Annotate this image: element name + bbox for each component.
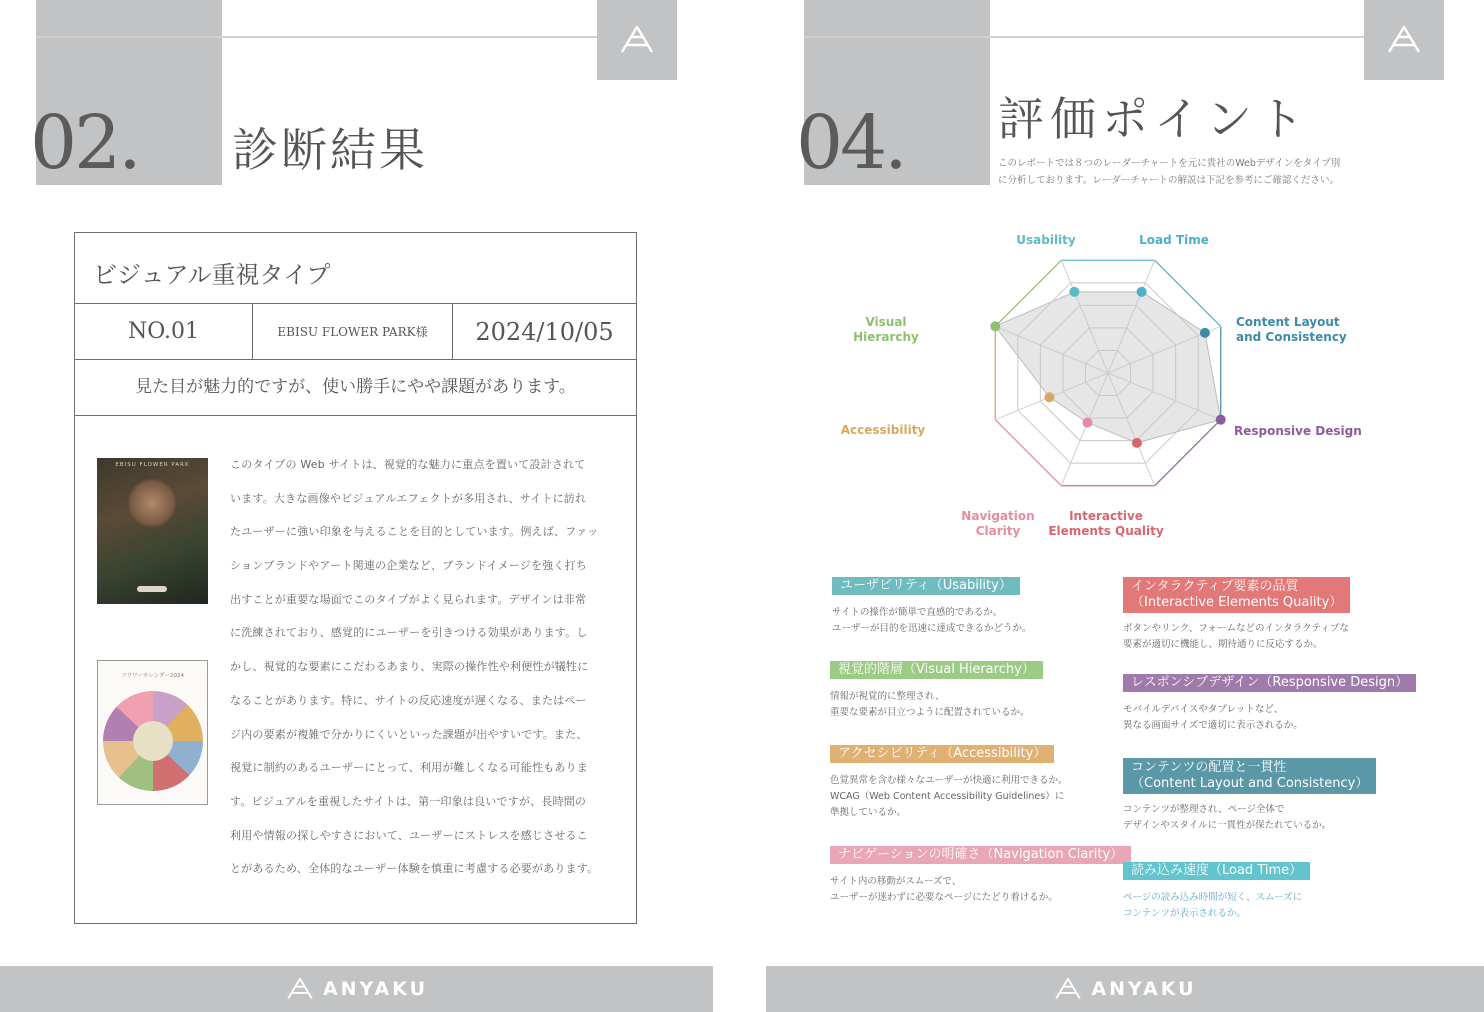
description-text: モバイルデバイスやタブレットなど、 異なる画面サイズで適切に表示されるか。: [1123, 704, 1303, 731]
result-summary: 見た目が魅力的ですが、使い勝手にやや課題があります。: [135, 377, 576, 397]
radar-spoke: [1108, 373, 1155, 486]
radar-axis-label: Navigation Clarity: [961, 509, 1035, 538]
radar-axis-label: Accessibility: [840, 423, 926, 437]
description-title: ユーザビリティ（Usability）: [832, 577, 1020, 595]
logo-badge: [1364, 0, 1444, 80]
anyaku-logo-icon: [1053, 977, 1083, 1001]
description-line: ションブランドやアート関連の企業など、ブランドイメージを強く打ち: [230, 559, 587, 573]
radar-data-point: [1069, 287, 1079, 297]
result-type: ビジュアル重視タイプ: [93, 261, 331, 289]
description-title: ナビゲーションの明確さ（Navigation Clarity）: [830, 846, 1131, 864]
description-line: なることがあります。特に、サイトの反応速度が遅くなる、またはペー: [230, 693, 587, 707]
anyaku-logo-icon: [1385, 25, 1423, 55]
header-rule: [804, 36, 1366, 38]
anyaku-logo-icon: [618, 25, 656, 55]
report-date: 2024/10/05: [475, 317, 614, 346]
description-title: アクセシビリティ（Accessibility）: [830, 745, 1054, 763]
description-line: かし、視覚的な要素にこだわるあまり、実際の操作性や利便性が犠牲に: [230, 660, 589, 674]
description-line: います。大きな画像やビジュアルエフェクトが多用され、サイトに訪れ: [230, 491, 587, 505]
radar-outer-edge: [1155, 260, 1221, 326]
right-page: [766, 0, 1484, 1012]
intro-text: [998, 155, 1340, 189]
radar-axis-label: Content Layout and Consistency: [1236, 315, 1347, 344]
intro-line: に分析しております。レーダーチャートの解説は下記を参考にご確認ください。: [998, 175, 1339, 186]
client-name: EBISU FLOWER PARK様: [253, 304, 453, 359]
description-title: インタラクティブ要素の品質 （Interactive Elements Quality）: [1123, 577, 1350, 613]
result-description: [230, 448, 625, 886]
description-title: コンテンツの配置と一貫性 （Content Layout and Consistency）: [1123, 758, 1376, 794]
calendar-wheel: [103, 691, 203, 791]
radar-outer-edge: [995, 420, 1061, 486]
description-text: ページの読み込み時間が短く、スムーズに コンテンツが表示されるか。: [1123, 892, 1303, 919]
page-title: 診断結果: [232, 123, 428, 177]
radar-spoke: [1108, 326, 1221, 373]
summary-row: [75, 360, 636, 416]
radar-spoke: [1061, 373, 1108, 486]
calendar-wheel-center: [133, 721, 173, 761]
radar-spoke: [1108, 260, 1155, 373]
radar-spoke: [995, 326, 1108, 373]
description-line: に洗練されており、感覚的にユーザーを引きつける効果があります。し: [230, 626, 588, 640]
description-line: このタイプの Web サイトは、視覚的な魅力に重点を置いて設計されて: [230, 458, 586, 471]
page-title: 評価ポイント: [998, 92, 1310, 146]
logo-badge: [597, 0, 677, 80]
thumbnail-button: [137, 586, 167, 592]
radar-data-point: [1082, 418, 1092, 428]
description-text: ボタンやリンク、フォームなどのインタラクティブな 要素が適切に機能し、期待通りに反応するか。: [1123, 623, 1349, 650]
radar-grid-ring: [1018, 283, 1198, 463]
description-line: 利用や情報の探しやすさにおいて、ユーザーにストレスを感じさせるこ: [230, 828, 588, 842]
description-line: 出すことが重要な場面でこのタイプがよく見られます。デザインは非常: [230, 592, 587, 606]
footer-bar: [766, 966, 1484, 1012]
radar-axis-label: Interactive Elements Quality: [1048, 509, 1164, 538]
thumbnail-caption-2: フラワーカレンダー2024: [120, 673, 185, 679]
radar-spoke: [995, 373, 1108, 420]
header-rule: [36, 36, 598, 38]
description-line: たユーザーに強い印象を与えることを目的としています。例えば、ファッ: [230, 525, 599, 539]
description-line: 視覚に制約のあるユーザーにとって、利用が難しくなる可能性もありま: [230, 761, 588, 775]
description-text: サイトの操作が簡単で直感的であるか。 ユーザーが目的を迅速に達成できるかどうか。: [832, 607, 1032, 634]
description-line: す。ビジュアルを重視したサイトは、第一印象は良いですが、長時間の: [230, 794, 587, 808]
radar-data-point: [1044, 392, 1054, 402]
description-line: ジ内の要素が複雑で分かりにくいといった課題が出やすいです。また、: [230, 727, 588, 741]
radar-grid-ring: [995, 260, 1220, 485]
calendar-thumbnail: [97, 660, 208, 805]
radar-data-point: [990, 321, 1000, 331]
result-type-row: [75, 233, 636, 304]
section-number: 04.: [796, 100, 905, 186]
radar-outer-edge: [1155, 420, 1221, 486]
radar-axis-label: Visual Hierarchy: [853, 315, 919, 344]
intro-line: このレポートでは８つのレーダーチャートを元に貴社のWebデザインをタイプ別: [998, 158, 1341, 169]
result-number: NO.01: [75, 304, 253, 359]
radar-grid-ring: [1085, 350, 1130, 395]
footer-bar: [0, 966, 713, 1012]
description-text: 色覚異常を含む様々なユーザーが快適に利用できるか。 WCAG（Web Content Accessibility Guidelines）に 準拠しているか。: [830, 775, 1068, 818]
radar-spoke: [1108, 373, 1221, 420]
section-number: 02.: [30, 100, 139, 186]
radar-data-point: [1137, 287, 1147, 297]
footer-brand: ANYAKU: [1091, 978, 1197, 1000]
thumbnail-caption: EBISU FLOWER PARK: [115, 462, 190, 468]
radar-data-area: [995, 292, 1220, 443]
radar-axis-label: Responsive Design: [1234, 424, 1362, 438]
footer-brand: ANYAKU: [322, 978, 429, 1000]
description-text: 情報が視覚的に整理され、 重要な要素が目立つように配置されているか。: [830, 691, 1030, 718]
radar-data-point: [1132, 438, 1142, 448]
radar-grid-ring: [1063, 328, 1153, 418]
anyaku-logo-icon: [285, 977, 315, 1001]
result-card: [74, 232, 637, 924]
description-text: サイト内の移動がスムーズで、 ユーザーが迷わずに必要なページにたどり着けるか。: [830, 876, 1058, 903]
site-thumbnail: [97, 458, 208, 604]
description-title: レスポンシブデザイン（Responsive Design）: [1123, 674, 1416, 692]
left-page: [0, 0, 713, 1012]
radar-data-point: [1216, 415, 1226, 425]
thumbnail-figure: [127, 478, 177, 528]
result-meta-row: [75, 304, 636, 360]
description-line: とがあるため、全体的なユーザー体験を慎重に考慮する必要があります。: [230, 862, 599, 876]
description-text: コンテンツが整理され、ページ全体で デザインやスタイルに一貫性が保たれているか。: [1123, 804, 1332, 831]
description-title: 読み込み速度（Load Time）: [1123, 862, 1310, 880]
radar-data-point: [1200, 328, 1210, 338]
radar-grid-ring: [1040, 305, 1175, 440]
description-title: 視覚的階層（Visual Hierarchy）: [830, 661, 1043, 679]
radar-axis-label: Usability: [1016, 233, 1076, 247]
radar-axis-label: Load Time: [1139, 233, 1209, 247]
radar-outer-edge: [995, 260, 1061, 326]
radar-spoke: [1061, 260, 1108, 373]
